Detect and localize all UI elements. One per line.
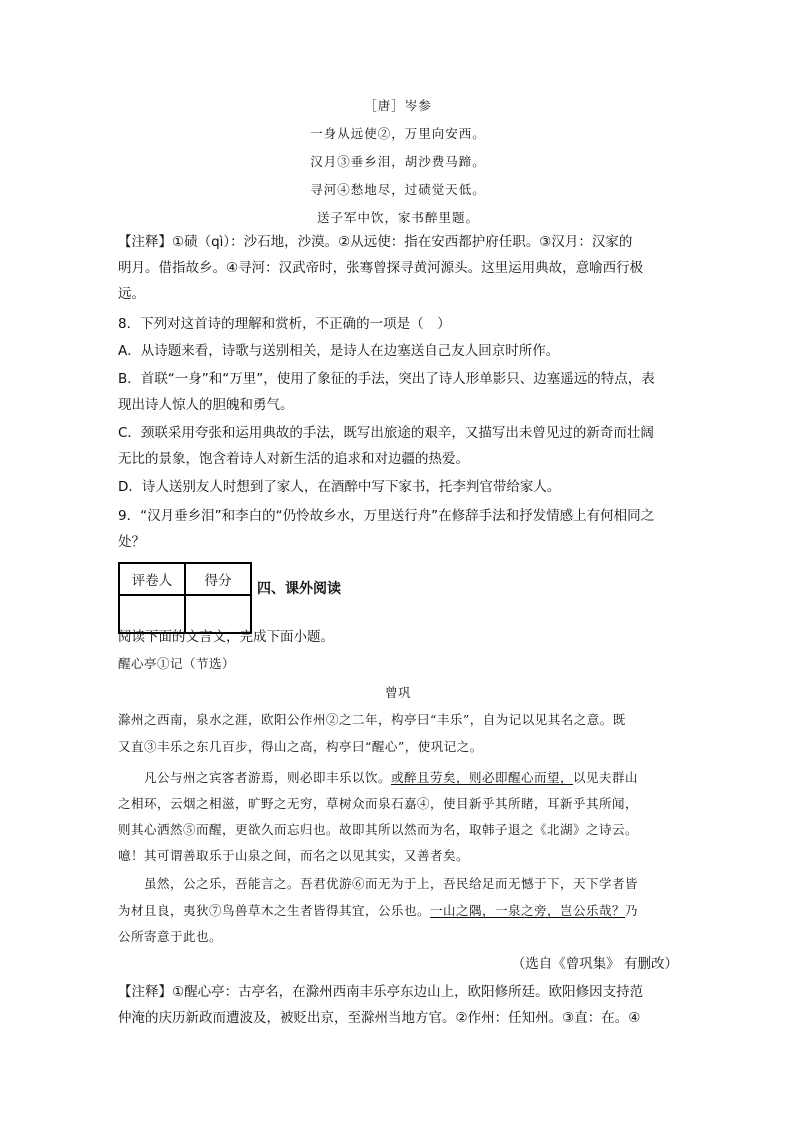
question-8-option-c-cont: 无比的景象，饱含着诗人对新生活的追求和对边疆的热爱。	[118, 451, 469, 467]
article-note-line-1: 【注释】①醒心亭：古亭名，在滁州西南丰乐亭东边山上，欧阳修所廷。欧阳修因支持范	[118, 984, 644, 1000]
poem-note-line-3: 远。	[118, 286, 145, 302]
question-9-line-1: 9．“汉月垂乡泪”和李白的“仍怜故乡水，万里送行舟”在修辞手法和抒发情感上有何相同之	[118, 508, 655, 524]
article-title: 醒心亭①记（节选）	[118, 656, 236, 671]
article-p3-text-c: 乃	[625, 903, 639, 918]
section-title: 四、课外阅读	[257, 581, 341, 597]
score-header: 得分	[185, 563, 251, 595]
poem-line-1: 一身从远使②，万里向安西。	[310, 126, 486, 141]
article-p3-line-1: 虽然，公之乐，吾能言之。吾君优游⑥而无为于上，吾民给足而无憾于下，天下学者皆	[118, 876, 639, 891]
question-8-option-b: B．首联“一身”和“万里”，使用了象征的手法，突出了诗人形单影只、边塞遥远的特点，表	[118, 371, 655, 387]
question-8-option-a: A．从诗题来看，诗歌与送别相关，是诗人在边塞送自己友人回京时所作。	[118, 343, 560, 359]
reading-instruction: 阅读下面的文言文，完成下面小题。	[118, 629, 334, 645]
question-8-option-d: D．诗人送别友人时想到了家人，在酒醉中写下家书，托李判官带给家人。	[118, 479, 561, 495]
article-note-line-2: 仲淹的庆历新政而遭波及，被贬出京，至滁州当地方官。②作州：任知州。③直：在。④	[118, 1010, 641, 1026]
article-p3-line-2	[118, 898, 678, 924]
article-p1-line-2: 又直③丰乐之东几百步，得山之高，构亭曰“醒心”，使巩记之。	[118, 739, 483, 754]
article-p2-line-3: 则其心洒然⑤而醒，更欲久而忘归也。故即其所以然而为名，取韩子退之《北湖》之诗云。	[118, 822, 639, 837]
poem-line-2: 汉月③垂乡泪，胡沙费马蹄。	[310, 154, 486, 169]
underlined-sentence-2: 一山之隅，一泉之旁，岂公乐哉？	[430, 903, 626, 918]
article-source: （选自《曾巩集》 有删改）	[511, 956, 678, 972]
article-p2-text-b: 以见夫群山	[573, 770, 639, 785]
article-p3-line-3: 公所寄意于此也。	[118, 929, 223, 944]
article-p3-text-b: 为材且良，夷狄⑦鸟兽草木之生者皆得其宜，公乐也。	[118, 903, 431, 918]
article-p2-line-4: 噫！其可谓善取乐于山泉之间，而名之以见其实，又善者矣。	[118, 848, 470, 863]
question-8-option-c: C．颈联采用夸张和运用典故的手法，既写出旅途的艰辛，又描写出未曾见过的新奇而壮阔	[118, 425, 654, 441]
poem-line-3: 寻河④愁地尽，过碛觉天低。	[310, 182, 486, 197]
article-author: 曾巩	[384, 685, 411, 700]
question-8-stem: 8．下列对这首诗的理解和赏析，不正确的一项是（ ）	[118, 316, 451, 332]
poem-author: ［唐］岑参	[364, 98, 432, 113]
article-p2-line-1	[118, 765, 678, 791]
article-p1-line-1: 滁州之西南，泉水之涯，欧阳公作州②之二年，构亭曰“丰乐”，自为记以见其名之意。既	[118, 712, 626, 727]
poem-note-line-1: 【注释】①碛（qì）：沙石地，沙漠。②从远使：指在安西都护府任职。③汉月：汉家的	[118, 234, 633, 250]
article-p2-text-a: 凡公与州之宾客者游焉，则必即丰乐以饮。	[118, 770, 392, 785]
question-8-option-b-cont: 现出诗人惊人的胆魄和勇气。	[118, 397, 294, 413]
underlined-sentence-1: 或醉且劳矣，则必即醒心而望，	[391, 770, 574, 785]
poem-line-4: 送子军中饮，家书醉里题。	[316, 210, 479, 225]
question-9-line-2: 处？	[118, 534, 145, 550]
article-p2-line-2: 之相环，云烟之相滋，旷野之无穷，草树众而泉石嘉④，使目新乎其所睹，耳新乎其所闻，	[118, 796, 639, 811]
poem-note-line-2: 明月。借指故乡。④寻河：汉武帝时，张骞曾探寻黄河源头。这里运用典故，意喻西行极	[118, 260, 644, 276]
reviewer-header: 评卷人	[119, 563, 185, 595]
